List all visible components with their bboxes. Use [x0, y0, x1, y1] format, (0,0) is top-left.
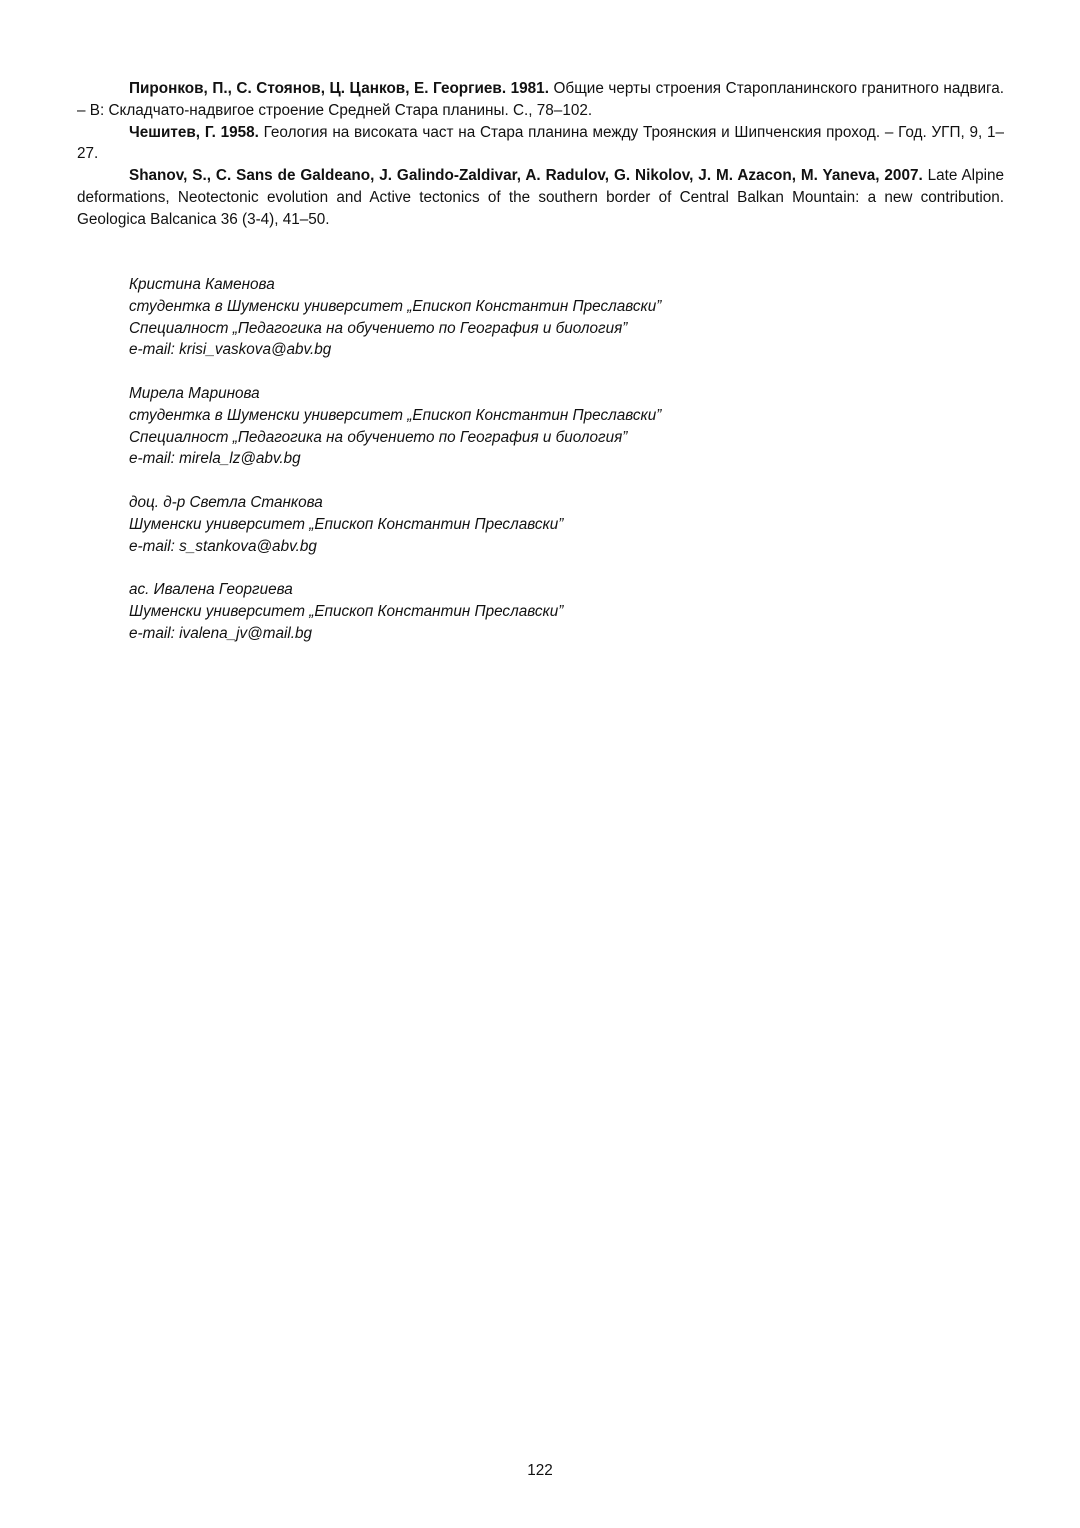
author-email: e-mail: ivalena_jv@mail.bg [129, 624, 313, 642]
author-affiliation: Шуменски университет „Епископ Константин Преславски” [129, 602, 564, 620]
author-info-block [129, 274, 929, 666]
author-specialty: Специалност „Педагогика на обучението по География и биология” [129, 428, 628, 446]
reference-entry [77, 78, 1004, 122]
author-name: Кристина Каменова [129, 276, 275, 293]
author-email: e-mail: s_stankova@abv.bg [129, 537, 317, 555]
author-name: Мирела Маринова [129, 384, 260, 402]
reference-authors: Shanov, S., C. Sans de Galdeano, J. Galindo-Zaldivar, A. Radulov, G. Nikolov, J. M. Azacon, M. Yaneva, 2007. [129, 167, 923, 185]
reference-text: Общие черты строения Старопланинского гранитного надвига. – В: Складчато-надвигое строение Средней Стара планины. С., 78–102. [77, 80, 1004, 119]
author-entry [129, 274, 929, 361]
author-name: ас. Ивалена Георгиева [129, 581, 293, 599]
reference-authors: Чешитев, Г. 1958. [129, 123, 259, 141]
author-email: e-mail: mirela_lz@abv.bg [129, 450, 301, 468]
page-number: 122 [527, 1462, 553, 1479]
author-name: доц. д-р Светла Станкова [129, 493, 323, 511]
reference-entry [77, 122, 1004, 166]
author-position: студентка в Шуменски университет „Епископ Константин Преславски” [129, 406, 662, 424]
author-email: e-mail: krisi_vaskova@abv.bg [129, 341, 332, 359]
author-affiliation: Шуменски университет „Епископ Константин Преславски” [129, 515, 564, 533]
references-list [77, 78, 1004, 231]
reference-authors: Пиронков, П., С. Стоянов, Ц. Цанков, Е. Георгиев. 1981. [129, 80, 549, 97]
author-position: студентка в Шуменски университет „Епископ Константин Преславски” [129, 297, 662, 315]
reference-entry [77, 165, 1004, 230]
author-entry [129, 383, 929, 470]
author-entry [129, 579, 929, 644]
author-entry [129, 492, 929, 557]
reference-text: Геология на високата част на Стара планина между Троянския и Шипченския проход. – Год. УГП, 9, 1–27. [77, 123, 1004, 163]
author-specialty: Специалност „Педагогика на обучението по География и биология” [129, 319, 628, 337]
reference-text: Late Alpine deformations, Neotectonic evolution and Active tectonics of the southern border of Central Balkan Mountain: a new contribution. Geologica Balcanica 36 (3-4), 41–50. [77, 167, 1005, 228]
